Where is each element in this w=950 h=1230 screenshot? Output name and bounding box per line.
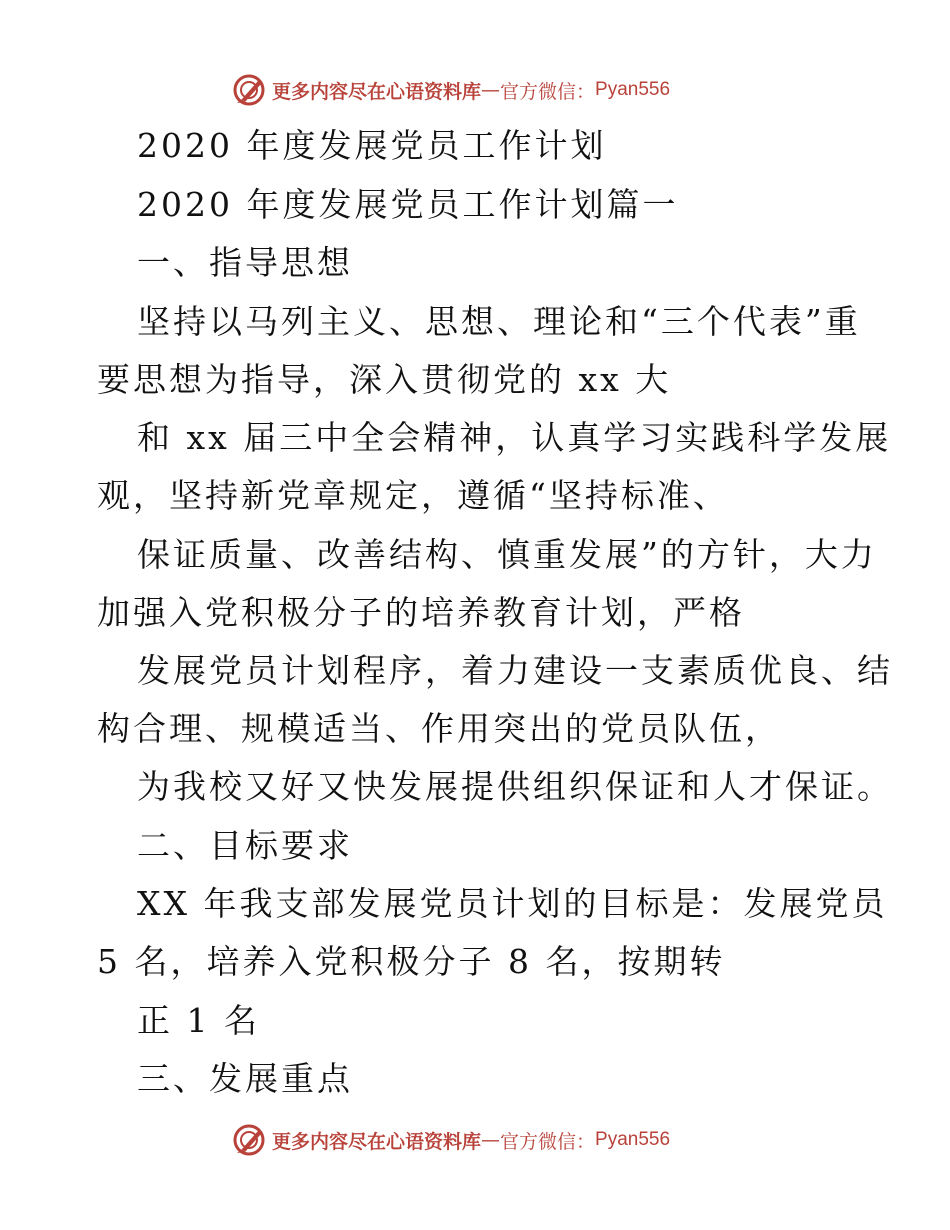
watermark-brand: 更多内容尽在心语资料库 [272, 80, 482, 103]
section-heading-focus: 三、发展重点 [137, 1059, 353, 1098]
watermark-wechat-id: Pyan556 [595, 79, 671, 100]
watermark-wechat-label: 官方微信： [500, 1130, 596, 1153]
watermark-separator: — [481, 79, 501, 101]
paragraph-line: 加强入党积极分子的培养教育计划，严格 [97, 593, 745, 632]
document-title: 2020 年度发展党员工作计划 [137, 126, 607, 165]
paragraph-line: 和 xx 届三中全会精神，认真学习实践科学发展 [137, 418, 892, 457]
watermark-wechat-label: 官方微信： [500, 80, 596, 103]
pen-circle-logo-icon [232, 1123, 266, 1157]
paragraph-line: XX 年我支部发展党员计划的目标是：发展党员 [137, 884, 888, 923]
watermark-wechat-id: Pyan556 [595, 1129, 671, 1150]
watermark-brand: 更多内容尽在心语资料库 [272, 1130, 482, 1153]
watermark-separator: — [481, 1129, 501, 1151]
document-subtitle: 2020 年度发展党员工作计划篇一 [137, 185, 679, 224]
paragraph-line: 坚持以马列主义、思想、理论和“三个代表”重 [137, 302, 861, 341]
paragraph-line: 要思想为指导，深入贯彻党的 xx 大 [97, 360, 672, 399]
paragraph-line: 发展党员计划程序，着力建设一支素质优良、结 [137, 651, 893, 690]
section-heading-goals: 二、目标要求 [137, 826, 353, 865]
paragraph-line: 构合理、规模适当、作用突出的党员队伍， [97, 709, 781, 748]
paragraph-line: 5 名，培养入党积极分子 8 名，按期转 [97, 942, 726, 981]
section-heading-guiding-ideology: 一、指导思想 [137, 243, 353, 282]
paragraph-line: 保证质量、改善结构、慎重发展”的方针，大力 [137, 535, 877, 574]
paragraph-line: 观，坚持新党章规定，遵循“坚持标准、 [97, 476, 729, 515]
footer-watermark [232, 1120, 670, 1160]
paragraph-line: 为我校又好又快发展提供组织保证和人才保证。 [137, 767, 893, 806]
paragraph-line: 正 1 名 [137, 1001, 260, 1040]
